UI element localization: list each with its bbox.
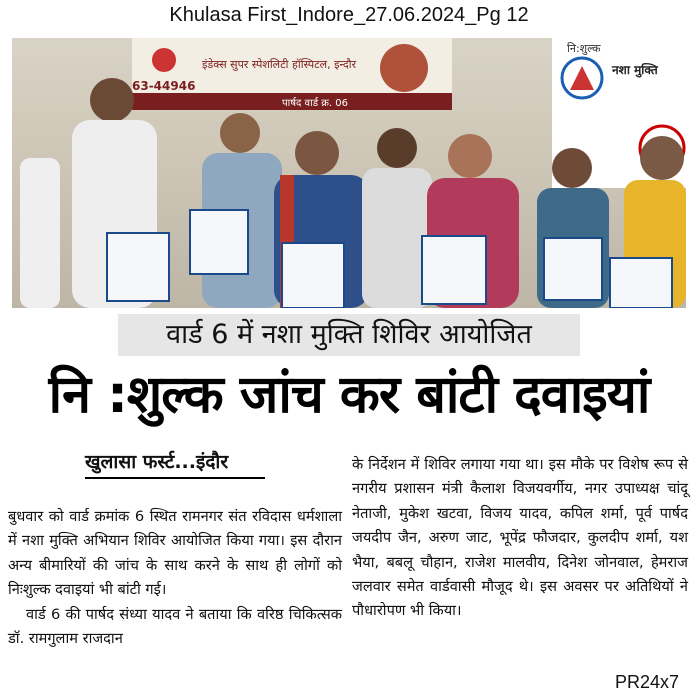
- article-column-left: [8, 505, 342, 651]
- source-header: Khulasa First_Indore_27.06.2024_Pg 12: [169, 4, 529, 26]
- byline-rule: [85, 477, 265, 479]
- banner-right-line2: नशा मुक्ति: [612, 63, 658, 77]
- news-photo: [12, 38, 686, 308]
- article-column-right: [352, 453, 688, 624]
- banner-left-line3: पार्षद वार्ड क्र. 06: [282, 98, 348, 109]
- headline: नि :शुल्क जांच कर बांटी दवाइयां: [48, 365, 650, 425]
- banner-left-line2: 63-44946: [132, 79, 196, 93]
- banner-left-line1: इंडेक्स सुपर स्पेशलिटी हॉस्पिटल, इन्दौर: [202, 58, 357, 71]
- photo-illustration: [12, 38, 686, 308]
- kicker: वार्ड 6 में नशा मुक्ति शिविर आयोजित: [118, 314, 580, 356]
- paragraph: वार्ड 6 की पार्षद संध्या यादव ने बताया कि वरिष्ठ चिकित्सक डॉ. रामगुलाम राजदान: [8, 605, 342, 648]
- page-code: PR24x7: [600, 670, 694, 694]
- banner-right-line1: नि:शुल्क: [567, 42, 601, 55]
- byline: खुलासा फर्स्ट...इंदौर: [85, 451, 229, 473]
- paragraph: के निर्देशन में शिविर लगाया गया था। इस मौके पर विशेष रूप से नगरीय प्रशासन मंत्री कैलाश विजयवर्गीय, नगर उपाध्यक्ष चांदू नेताजी, मुकेश खटवा, विजय यादव, कपिल शर्मा, पूर्व पार्षद जयदीप जैन, अरुण जाट, भूपेंद्र फौजदार, कुलदीप शर्मा, यश भैया, बबलू चौहान, राजेश मालवीय, दिनेश जोनवाल, हेमराज जलवार समेत वार्डवासी मौजूद थे। इस अवसर पर अतिथियों ने पौधारोपण भी किया।: [352, 456, 688, 620]
- paragraph: बुधवार को वार्ड क्रमांक 6 स्थित रामनगर संत रविदास धर्मशाला में नशा मुक्ति अभियान शिविर आयोजित किया गया। इस दौरान अन्य बीमारियों की जांच के साथ करने के साथ ही लोगों को निःशुल्क दवाइयां भी बांटी गई।: [8, 508, 342, 599]
